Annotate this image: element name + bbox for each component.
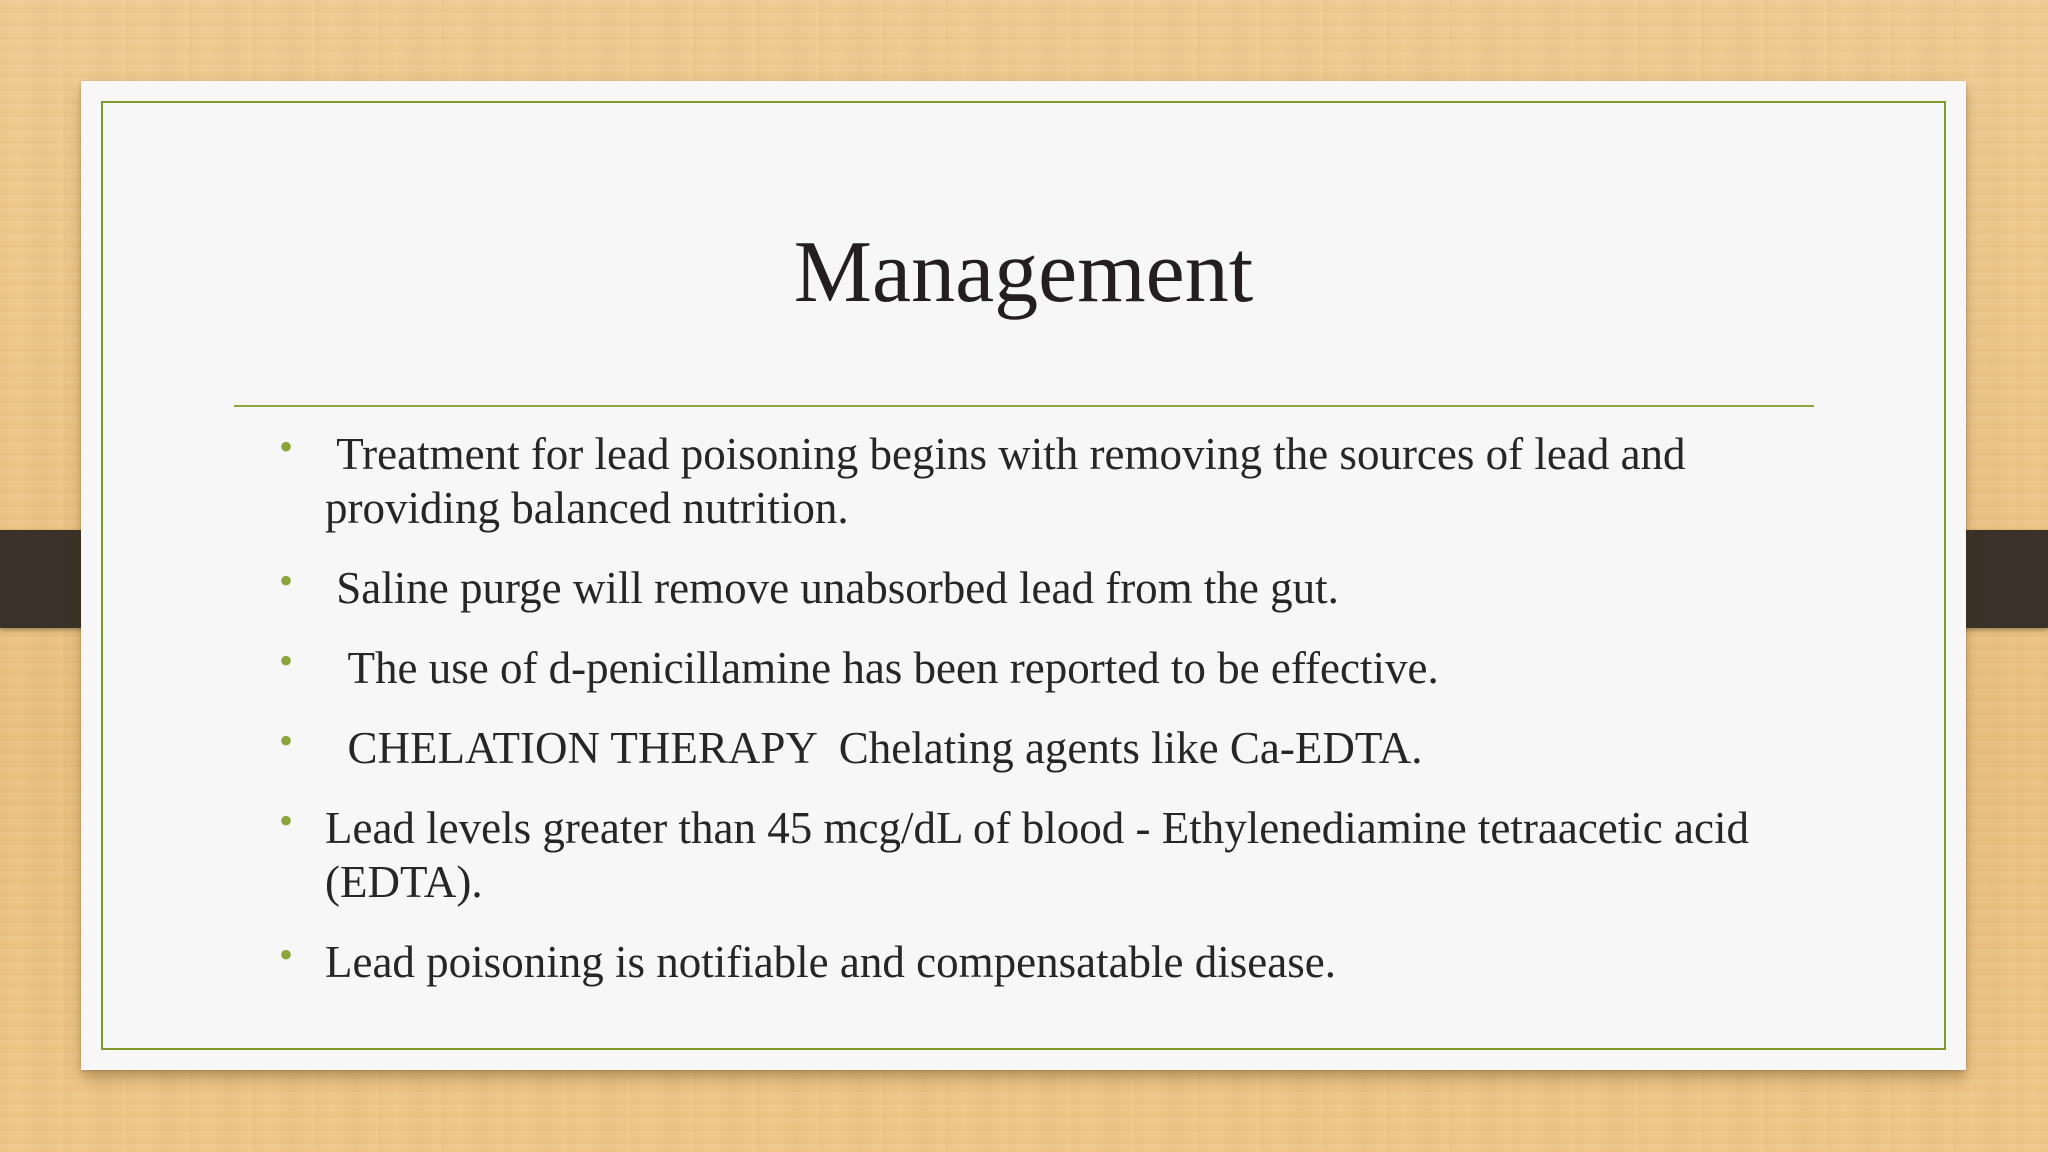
- bullet-text: Treatment for lead poisoning begins with removing the sources of lead and providing balanced nutrition.: [325, 429, 1697, 533]
- slide-card: [81, 81, 1966, 1070]
- bullet-item: [193, 424, 1843, 535]
- bullet-icon: •: [279, 718, 294, 763]
- bullet-item: [193, 798, 1843, 909]
- bullet-text: Lead levels greater than 45 mcg/dL of blood - Ethylenediamine tetraacetic acid (EDTA).: [325, 803, 1761, 907]
- title-divider: [234, 405, 1814, 407]
- bullet-icon: •: [279, 424, 294, 469]
- bullet-item: [193, 932, 1843, 989]
- bullet-text: The use of d-penicillamine has been reported to be effective.: [325, 643, 1439, 693]
- bullet-text: CHELATION THERAPY Chelating agents like Ca-EDTA.: [325, 723, 1423, 773]
- bullet-list: [193, 424, 1843, 1015]
- bullet-text: Saline purge will remove unabsorbed lead from the gut.: [325, 563, 1339, 613]
- bullet-text: Lead poisoning is notifiable and compensatable disease.: [325, 937, 1336, 987]
- slide-title: Management: [793, 224, 1254, 321]
- bullet-icon: •: [279, 558, 294, 603]
- bullet-item: [193, 558, 1843, 615]
- bullet-icon: •: [279, 798, 294, 843]
- bullet-icon: •: [279, 932, 294, 977]
- bullet-item: [193, 718, 1843, 775]
- bullet-icon: •: [279, 638, 294, 683]
- bullet-item: [193, 638, 1843, 695]
